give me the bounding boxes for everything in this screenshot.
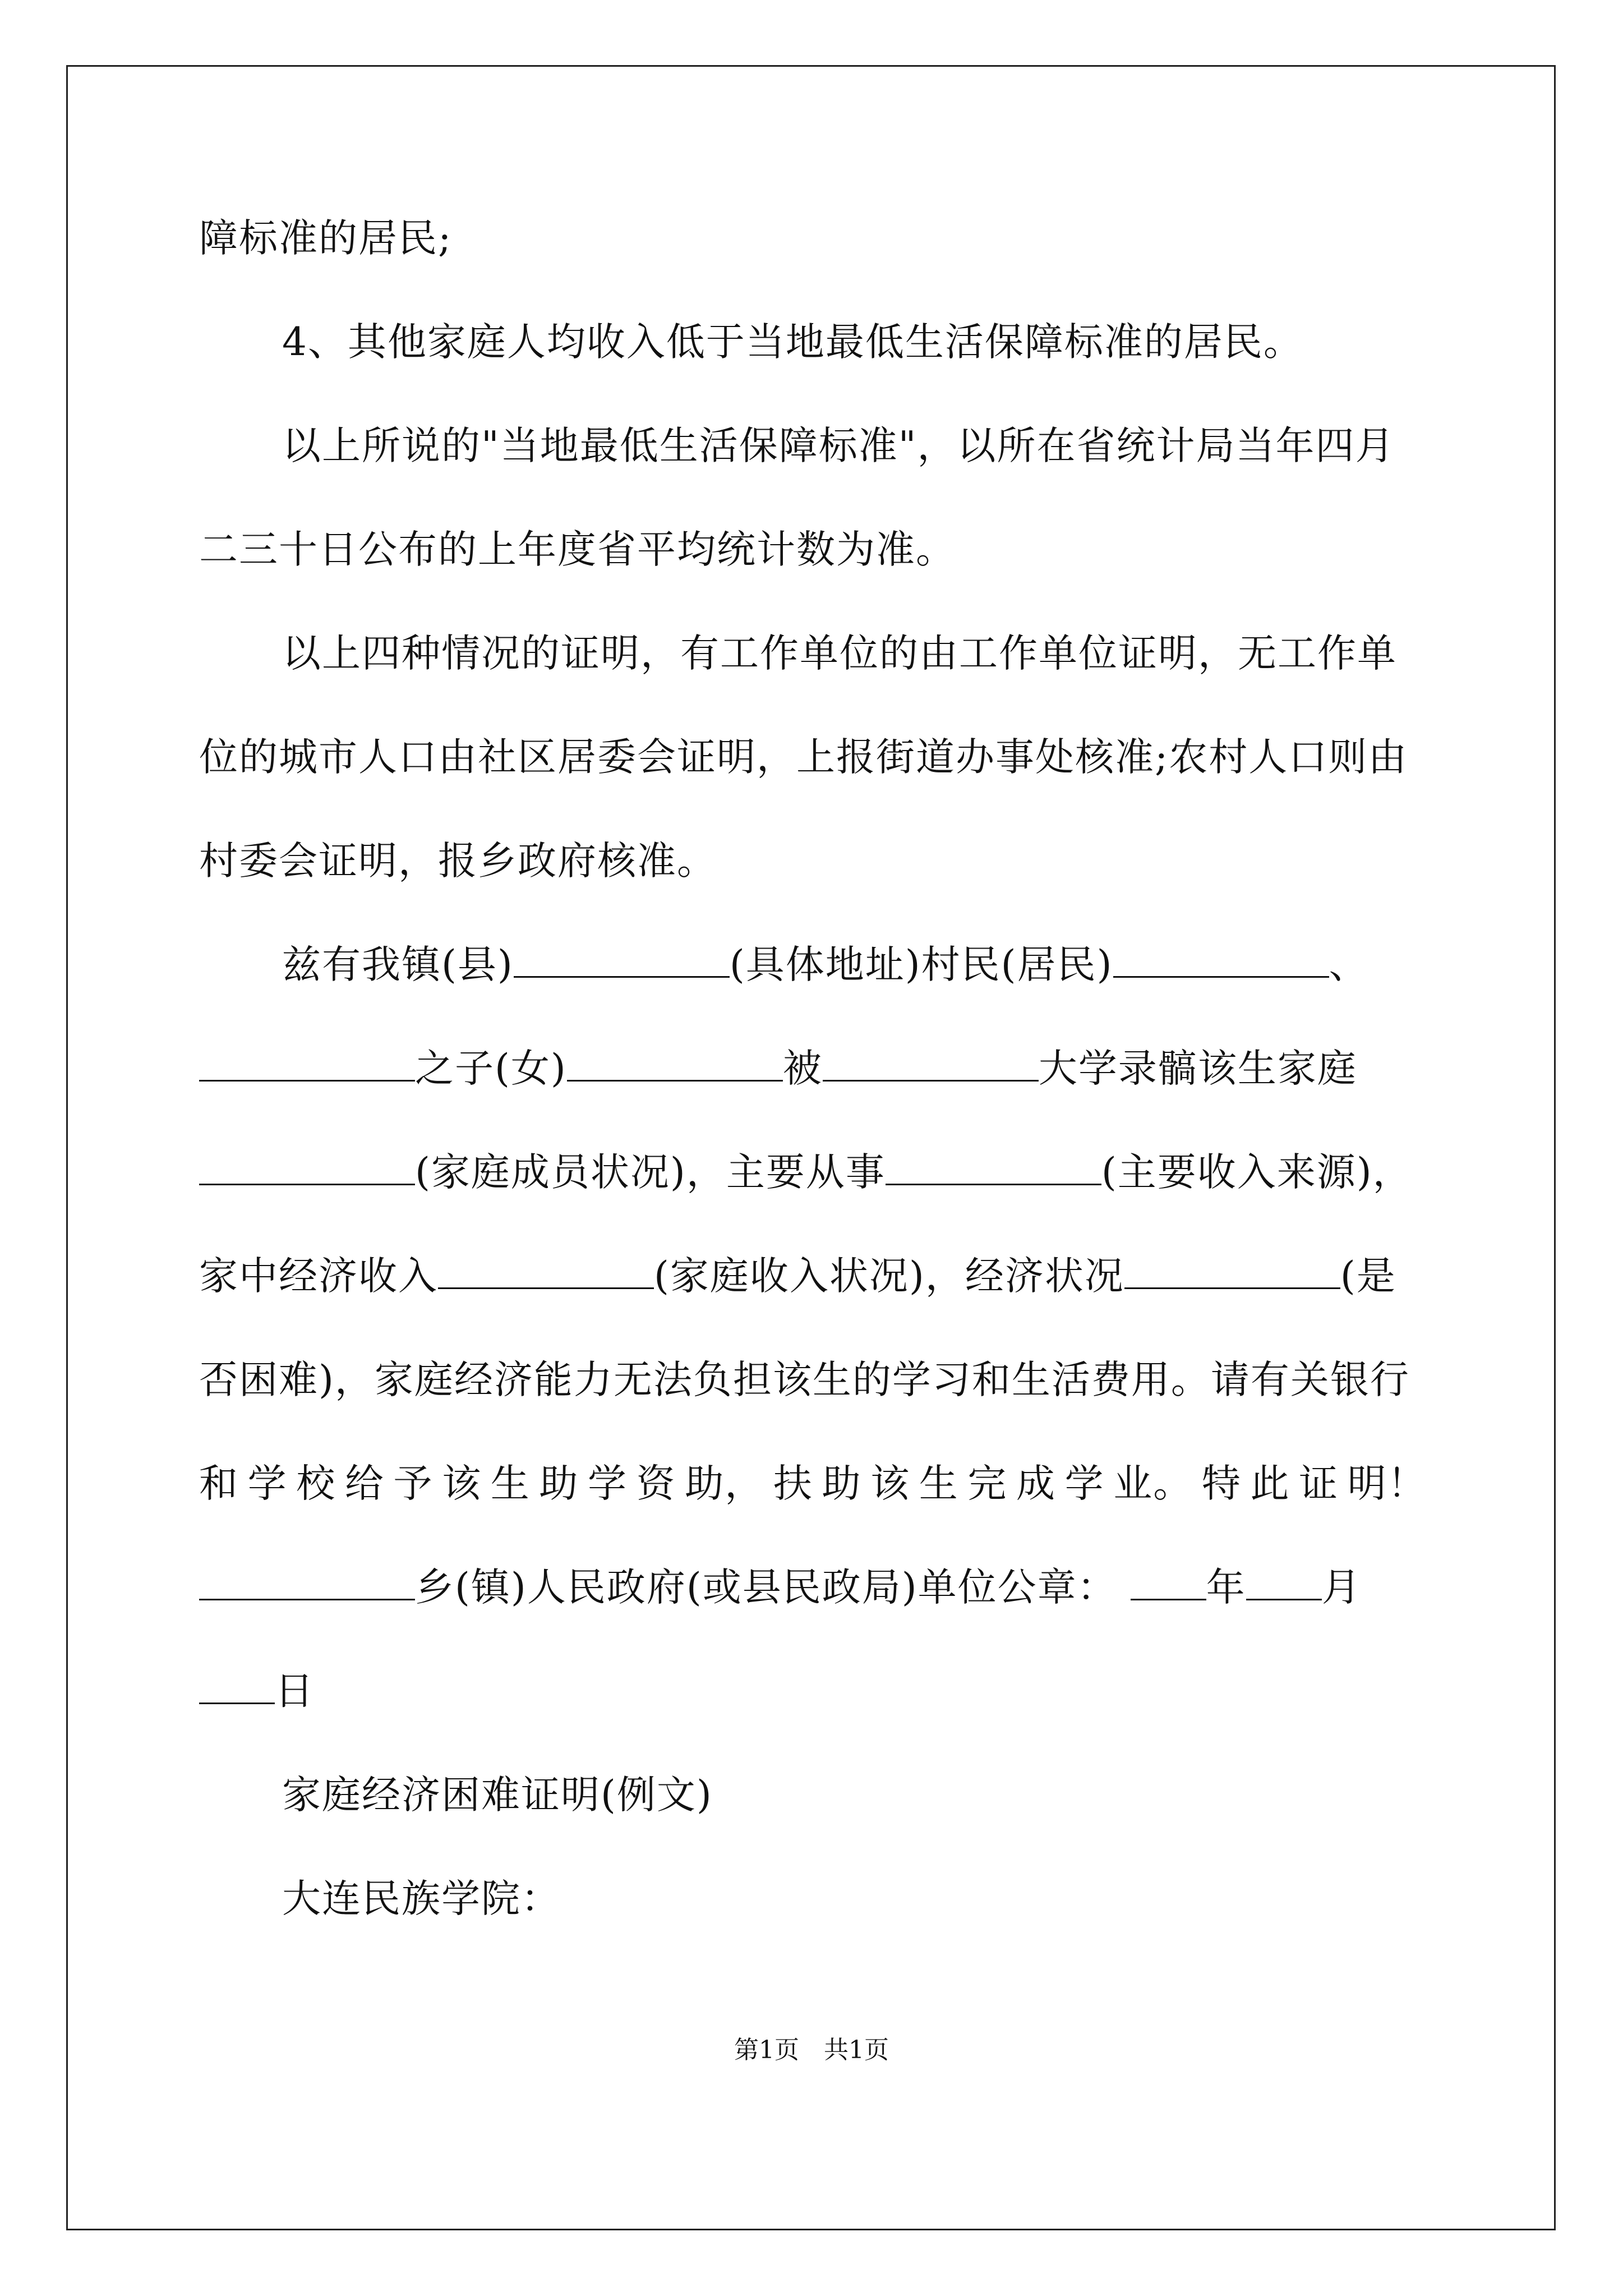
blank-villager[interactable]	[1113, 941, 1329, 978]
fill-line-8: 日	[199, 1663, 1433, 1719]
blank-family-members[interactable]	[199, 1149, 415, 1185]
fill-line-7: 乡(镇)人民政府(或县民政局)单位公章： 年 月	[199, 1559, 1433, 1616]
blank-parent[interactable]	[199, 1045, 415, 1082]
blank-township[interactable]	[199, 1564, 415, 1600]
example-title: 家庭经济困难证明(例文)	[282, 1773, 713, 1818]
fill-line-4: 家中经济收入 (家庭收入状况)，经济状况 (是	[199, 1254, 1396, 1299]
doc-line-3: 以上所说的"当地最低生活保障标准"，以所在省统计局当年四月	[282, 424, 1395, 468]
doc-line-7: 村委会证明，报乡政府核准。	[199, 839, 717, 884]
blank-month[interactable]	[1246, 1564, 1322, 1600]
page-number: 第1页 共1页	[734, 2036, 889, 2064]
blank-income[interactable]	[438, 1253, 654, 1289]
doc-line-1: 障标准的居民;	[199, 216, 453, 261]
fill-line-6: 和 学 校 给 予 该 生 助 学 资 助， 扶 助 该 生 完 成 学 业。 特 此 证 明！	[199, 1461, 1427, 1506]
fill-line-1: 兹有我镇(县) (具体地址)村民(居民) 、	[282, 942, 1369, 987]
blank-economic-status[interactable]	[1124, 1253, 1340, 1289]
doc-line-4: 二三十日公布的上年度省平均统计数为准。	[199, 527, 956, 572]
doc-line-6: 位的城市人口由社区居委会证明，上报街道办事处核准;农村人口则由	[199, 735, 1408, 780]
salutation: 大连民族学院：	[282, 1876, 561, 1921]
blank-university[interactable]	[823, 1045, 1039, 1082]
fill-line-3: (家庭成员状况)，主要从事 (主要收入来源)，	[199, 1144, 1433, 1200]
fill-line-5: 否困难)，家庭经济能力无法负担该生的学习和生活费用。请有关银行	[199, 1358, 1410, 1402]
blank-occupation[interactable]	[886, 1149, 1101, 1185]
blank-town[interactable]	[514, 941, 730, 978]
blank-child[interactable]	[567, 1045, 783, 1082]
blank-day[interactable]	[199, 1668, 275, 1704]
blank-year[interactable]	[1131, 1564, 1206, 1600]
doc-line-2: 4、其他家庭人均收入低于当地最低生活保障标准的居民。	[282, 320, 1303, 365]
fill-line-2: 之子(女) 被 大学录髇该生家庭	[199, 1041, 1433, 1097]
doc-line-5: 以上四种情况的证明，有工作单位的由工作单位证明，无工作单	[282, 631, 1397, 676]
